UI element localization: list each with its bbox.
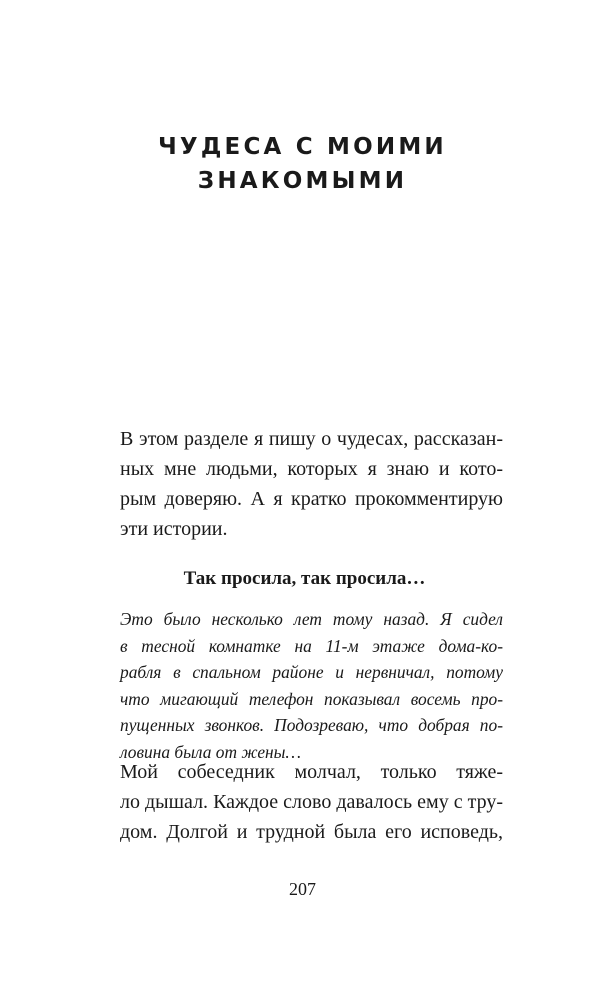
quote-paragraph	[120, 606, 503, 766]
intro-line: рым доверяю. А я кратко прокомментирую	[120, 488, 503, 510]
quote-line: рабля в спальном районе и нервничал, потому	[120, 662, 503, 683]
body-line: дом. Долгой и трудной была его исповедь,	[120, 821, 503, 843]
quote-line: что мигающий телефон показывал восемь про-	[120, 688, 503, 709]
body-line: Мой собеседник молчал, только тяже-	[120, 761, 503, 783]
chapter-title-line-2: ЗНАКОМЫМИ	[197, 168, 408, 194]
quote-line: в тесной комнатке на 11-м этаже дома-ко-	[120, 635, 503, 656]
intro-line: эти истории.	[120, 518, 228, 540]
intro-line: В этом разделе я пишу о чудесах, рассказан-	[120, 428, 503, 450]
quote-line: Это было несколько лет тому назад. Я сидел	[120, 609, 503, 629]
body-line: ло дышал. Каждое слово давалось ему с тру-	[120, 791, 503, 813]
section-heading-text: Так просила, так просила…	[183, 568, 426, 589]
page-number: 207	[289, 879, 316, 899]
quote-line: ловина была от жены…	[120, 741, 301, 762]
quote-line: пущенных звонков. Подозреваю, что добрая по-	[120, 715, 503, 736]
chapter-title-line-1: ЧУДЕСА С МОИМИ	[158, 134, 447, 160]
section-heading	[0, 566, 605, 592]
body-paragraph	[120, 757, 503, 847]
chapter-title	[0, 130, 605, 198]
intro-line: ных мне людьми, которых я знаю и кото-	[120, 458, 503, 480]
intro-paragraph	[120, 424, 503, 544]
